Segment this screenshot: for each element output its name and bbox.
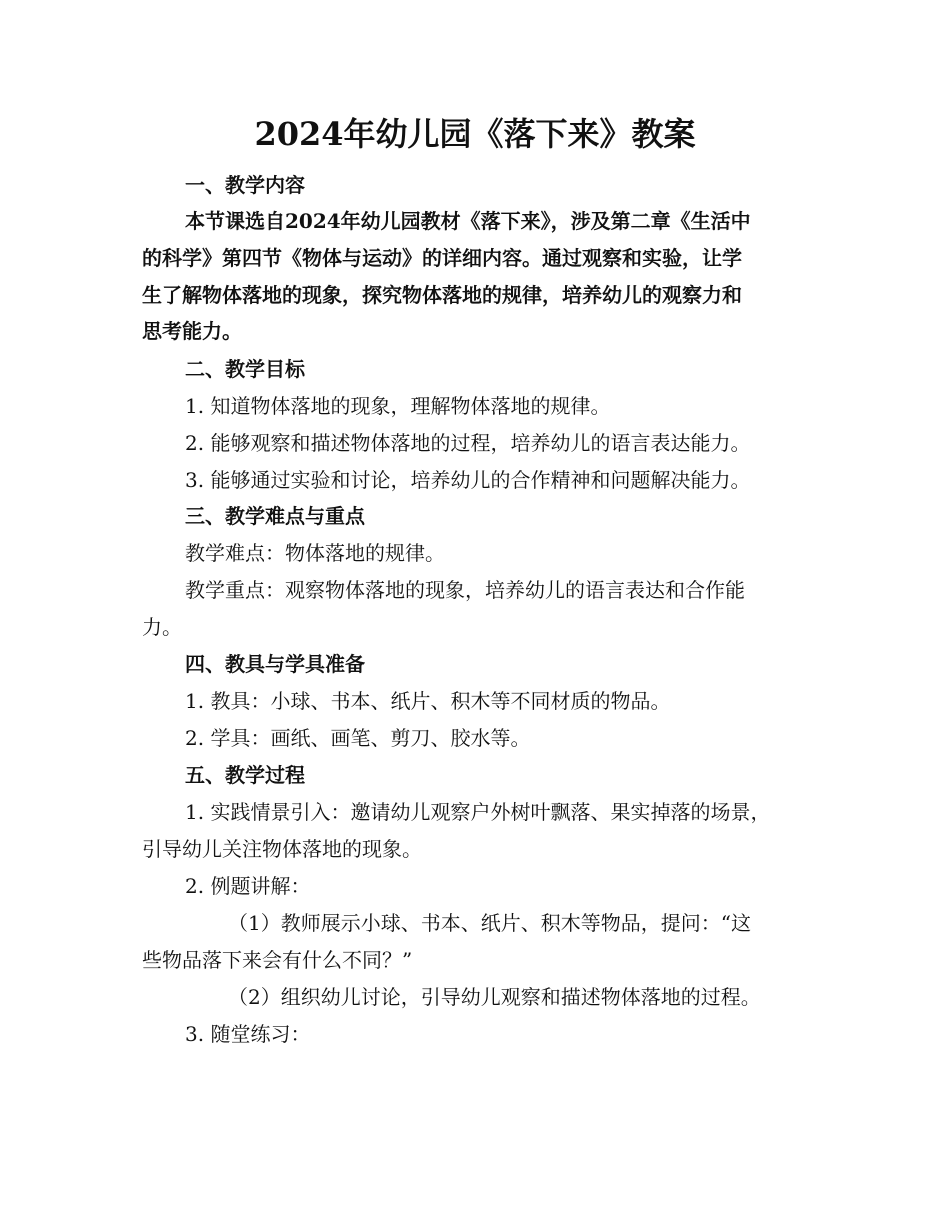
section-heading: 五、教学过程 [185,763,305,787]
paragraph-line: 些物品落下来会有什么不同？” [142,948,413,972]
section-heading: 三、教学难点与重点 [185,504,365,528]
section-heading: 四、教具与学具准备 [185,652,365,676]
sub-item: （2）组织幼儿讨论，引导幼儿观察和描述物体落地的过程。 [228,985,761,1009]
list-item: 1. 知道物体落地的现象，理解物体落地的规律。 [185,394,611,418]
paragraph-line: 教学重点：观察物体落地的现象，培养幼儿的语言表达和合作能 [185,578,745,602]
document-title: 2024年幼儿园《落下来》教案 [254,115,696,153]
list-item: 3. 随堂练习： [185,1022,311,1046]
sub-item: （1）教师展示小球、书本、纸片、积木等物品，提问：“这 [228,911,751,935]
list-item: 2. 例题讲解： [185,874,311,898]
section-heading: 二、教学目标 [185,357,305,381]
paragraph-line: 力。 [142,615,182,639]
paragraph-line: 思考能力。 [142,319,242,343]
paragraph-line: 教学难点：物体落地的规律。 [185,541,445,565]
paragraph-line: 生了解物体落地的现象，探究物体落地的规律，培养幼儿的观察力和 [142,283,742,307]
list-item: 1. 实践情景引入：邀请幼儿观察户外树叶飘落、果实掉落的场景， [185,800,771,824]
section-heading: 一、教学内容 [185,173,305,197]
list-item: 3. 能够通过实验和讨论，培养幼儿的合作精神和问题解决能力。 [185,468,751,492]
list-item: 1. 教具：小球、书本、纸片、积木等不同材质的物品。 [185,689,671,713]
paragraph-line: 引导幼儿关注物体落地的现象。 [142,837,422,861]
list-item: 2. 学具：画纸、画笔、剪刀、胶水等。 [185,726,531,750]
paragraph-line: 的科学》第四节《物体与运动》的详细内容。通过观察和实验，让学 [142,246,742,270]
paragraph-line: 本节课选自2024年幼儿园教材《落下来》，涉及第二章《生活中 [185,209,751,233]
list-item: 2. 能够观察和描述物体落地的过程，培养幼儿的语言表达能力。 [185,431,751,455]
